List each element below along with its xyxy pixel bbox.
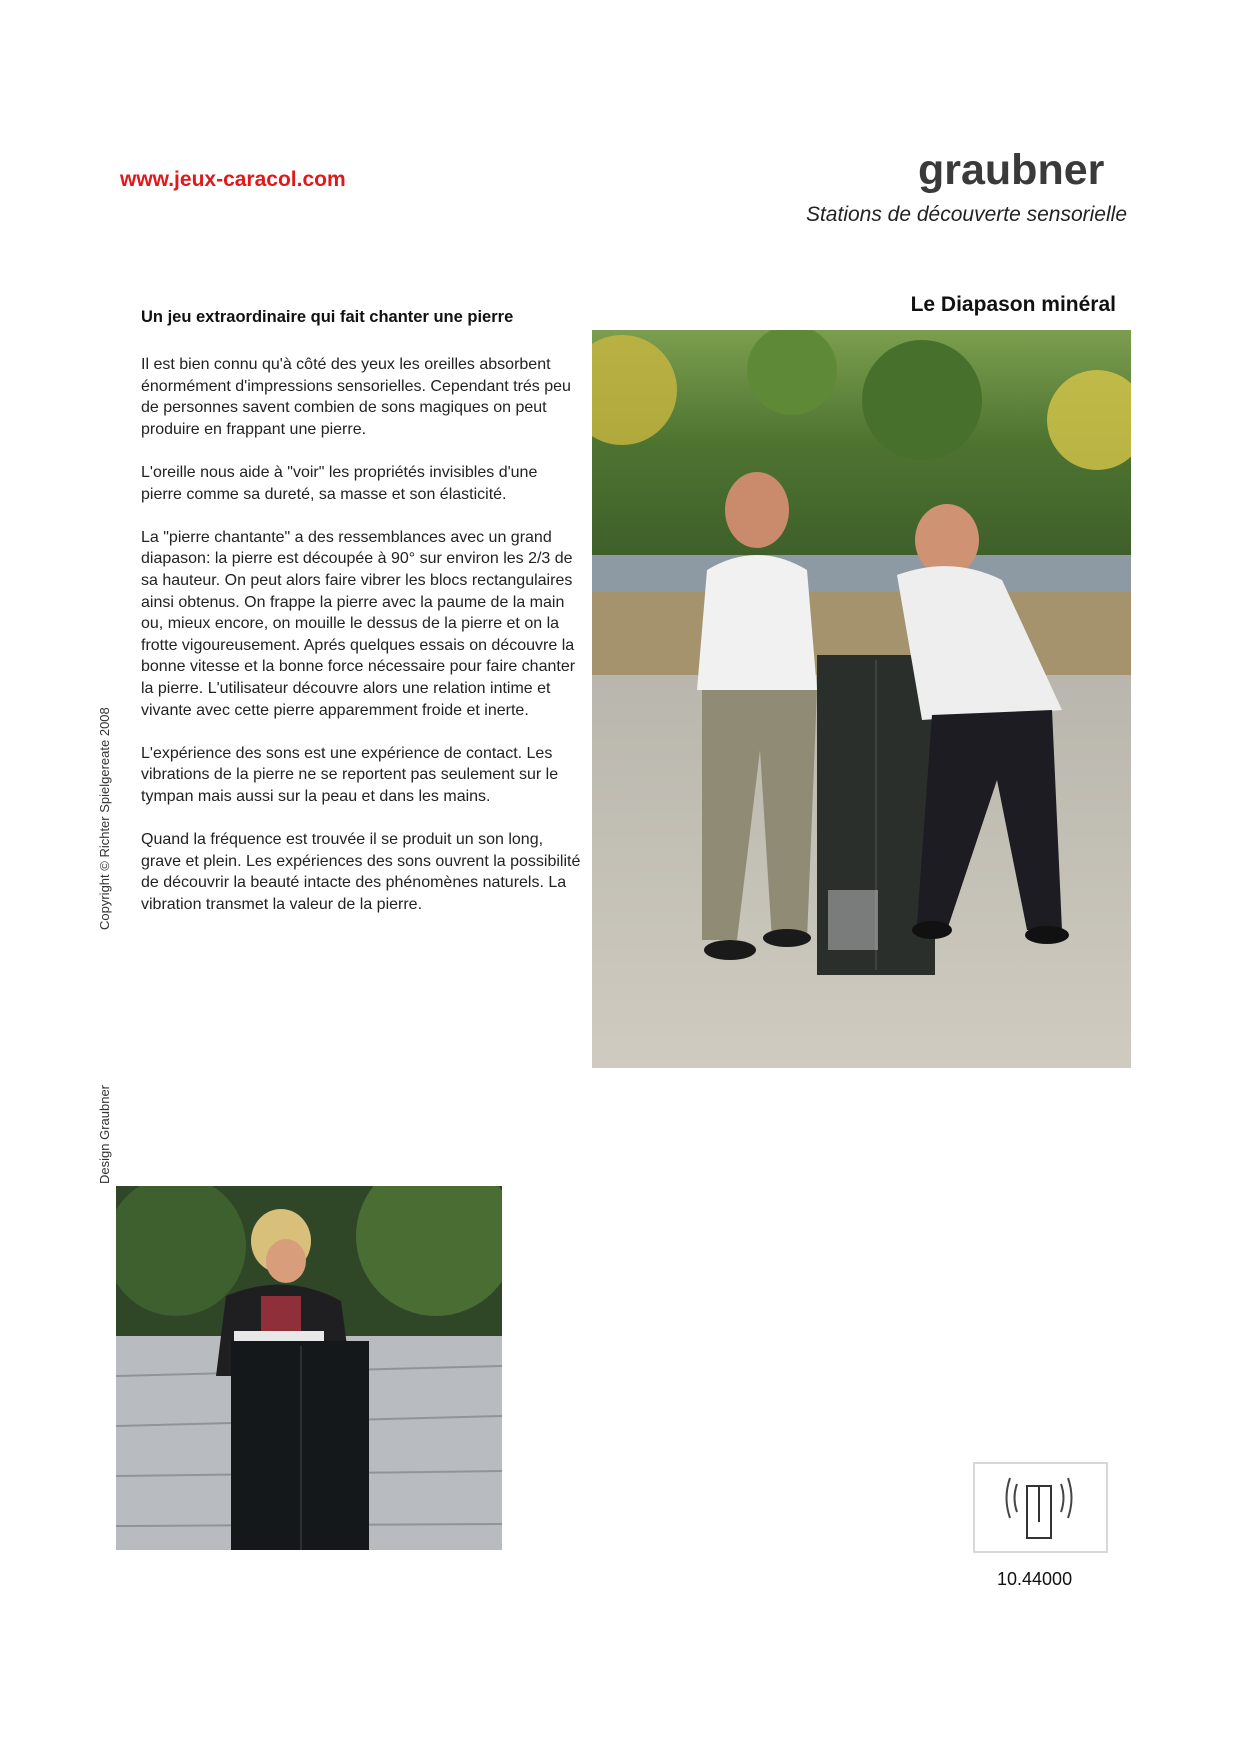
product-number: 10.44000 xyxy=(997,1569,1073,1589)
article-headline: Un jeu extraordinaire qui fait chanter une pierre xyxy=(141,308,514,326)
pictogram-box xyxy=(973,1462,1108,1553)
paragraph: La "pierre chantante" a des ressemblances avec un grand diapason: la pierre est découpée à 90° sur environ les 2/3 de sa hauteur. On peut alors faire vibrer les blocs rectangulaires ainsi obtenus. On frappe la pierre avec la paume de la main ou, mieux encore, on mouille le dessus de la pierre et on la frotte vigoureusement. Aprés quelques essais on découvre la bonne vitesse et la bonne force nécessaire pour faire chanter la pierre. L'utilisateur découvre alors une relation intime et vivante avec cette pierre apparemment froide et inerte. xyxy=(141,528,576,719)
website-link[interactable]: www.jeux-caracol.com xyxy=(120,168,346,191)
graubner-logo: graubner xyxy=(918,146,1105,194)
paragraph: L'expérience des sons est une expérience de contact. Les vibrations de la pierre ne se reportent pas seulement sur le tympan mais aussi sur la peau et dans les mains. xyxy=(141,744,559,805)
paragraph: L'oreille nous aide à "voir" les propriétés invisibles d'une pierre comme sa dureté, sa masse et son élasticité. xyxy=(141,463,538,503)
product-title: Le Diapason minéral xyxy=(910,293,1116,316)
main-photo xyxy=(592,330,1131,1068)
vibrating-stone-icon xyxy=(975,1464,1106,1551)
page-subtitle: Stations de découverte sensorielle xyxy=(805,203,1127,226)
paragraph: Il est bien connu qu'à côté des yeux les oreilles absorbent énormément d'impressions sensorielles. Cependant trés peu de personnes savent combien de sons magiques on peut produire en frappant une pierre. xyxy=(141,356,571,438)
design-credit-vertical: Design Graubner xyxy=(97,1085,112,1184)
paragraph: Quand la fréquence est trouvée il se produit un son long, grave et plein. Les expériences des sons ouvrent la possibilité de découvrir la beauté intacte des phénomènes naturels. La vibration transmet la valeur de la pierre. xyxy=(141,831,581,913)
copyright-vertical: Copyright © Richter Spielgereate 2008 xyxy=(97,707,112,930)
second-photo xyxy=(116,1186,502,1550)
article-body xyxy=(141,354,581,937)
